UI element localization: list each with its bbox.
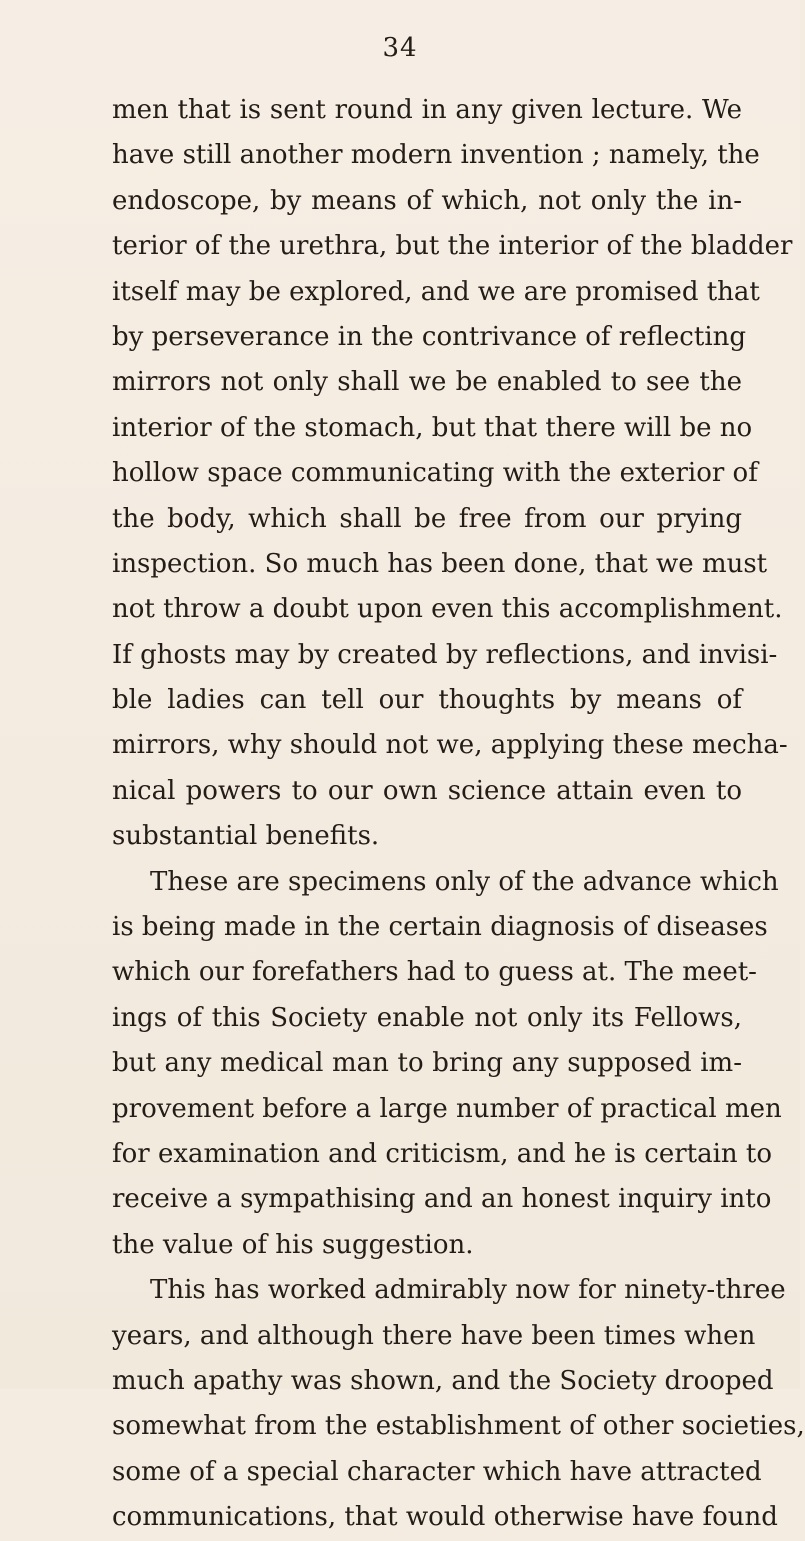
text-line: much apathy was shown, and the Society drooped	[112, 1365, 774, 1396]
text-line: terior of the urethra, but the interior of the bladder	[112, 231, 793, 262]
text-line: receive a sympathising and an honest inquiry into	[112, 1184, 772, 1215]
text-line: which our forefathers had to guess at. The meet-	[112, 957, 757, 988]
text-line: mirrors not only shall we be enabled to see the	[112, 367, 742, 398]
text-line: mirrors, why should not we, applying these mecha-	[112, 730, 788, 761]
text-line: is being made in the certain diagnosis of diseases	[112, 912, 768, 943]
text-line: but any medical man to bring any supposed im-	[112, 1048, 742, 1079]
text-line: hollow space communicating with the exterior of	[112, 458, 758, 489]
text-line: for examination and criticism, and he is certain to	[112, 1138, 773, 1169]
text-line: some of a special character which have attracted	[112, 1456, 762, 1487]
text-line: substantial benefits.	[112, 821, 380, 852]
text-line: interior of the stomach, but that there will be no	[112, 412, 753, 443]
text-line: If ghosts may by created by reflections, and invisi-	[112, 639, 778, 670]
text-line: ble ladies can tell our thoughts by means of	[112, 685, 742, 716]
text-line: itself may be explored, and we are promised that	[112, 276, 760, 307]
text-line: communications, that would otherwise have found	[112, 1502, 778, 1533]
text-line: by perseverance in the contrivance of reflecting	[112, 321, 747, 352]
text-line: provement before a large number of practical men	[112, 1093, 782, 1124]
page-number: 34	[382, 33, 418, 63]
text-line: These are specimens only of the advance which	[150, 866, 779, 897]
text-line: the body, which shall be free from our prying	[112, 503, 742, 534]
text-line: have still another modern invention ; namely, the	[112, 140, 760, 171]
text-line: the value of his suggestion.	[112, 1229, 474, 1260]
text-line: nical powers to our own science attain even to	[112, 775, 742, 806]
text-line: not throw a doubt upon even this accomplishment.	[112, 594, 783, 625]
text-line: years, and although there have been times when	[112, 1320, 756, 1351]
text-line: ings of this Society enable not only its Fellows,	[112, 1002, 742, 1033]
text-line: endoscope, by means of which, not only the in-	[112, 185, 742, 216]
text-line: inspection. So much has been done, that we must	[112, 548, 768, 579]
text-line: This has worked admirably now for ninety-three	[150, 1275, 786, 1306]
text-line: somewhat from the establishment of other societies,	[112, 1411, 805, 1442]
body-text	[112, 88, 805, 1541]
text-line: men that is sent round in any given lecture. We	[112, 95, 742, 125]
